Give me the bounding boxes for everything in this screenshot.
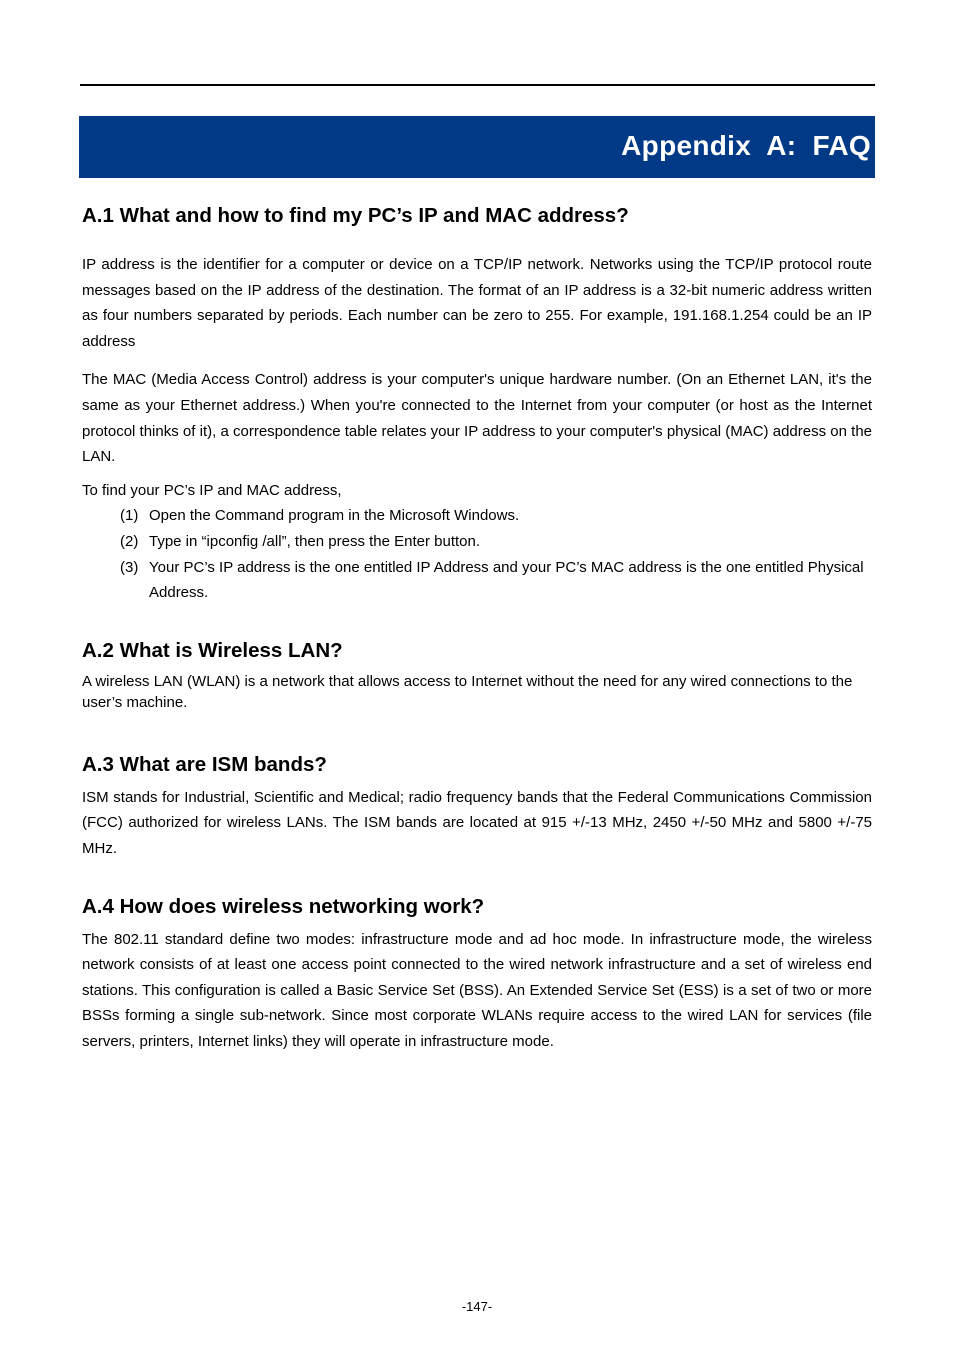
steps-list	[82, 503, 872, 605]
section-heading: A.2 What is Wireless LAN?	[82, 638, 343, 662]
section-a2	[82, 635, 872, 714]
paragraph: IP address is the identifier for a computer or device on a TCP/IP network. Networks using the TCP/IP protocol route messages based on the IP address of the destination. The format of an IP address is a 32-bit numeric address written as four numbers separated by periods. Each number can be zero to 255. For example, 191.168.1.254 could be an IP address	[82, 256, 872, 350]
section-heading: A.1 What and how to find my PC’s IP and MAC address?	[82, 204, 629, 227]
step-text: Type in “ipconfig /all”, then press the Enter button.	[149, 532, 481, 550]
section-heading: A.3 What are ISM bands?	[82, 752, 327, 776]
step-text: Open the Command program in the Microsoft Windows.	[149, 507, 520, 525]
paragraph: To find your PC’s IP and MAC address,	[82, 481, 342, 499]
list-item	[82, 503, 872, 529]
header-rule	[80, 84, 875, 86]
section-a3	[82, 749, 872, 862]
paragraph: The MAC (Media Access Control) address is your computer's unique hardware number. (On an Ethernet LAN, it's the same as your Ethernet address.) When you're connected to the Internet from your computer (or host as the Internet protocol thinks of it), a correspondence table relates your IP address to your computer's physical (MAC) address on the LAN.	[82, 371, 872, 466]
step-number: (2)	[120, 532, 139, 550]
step-number: (1)	[120, 507, 139, 525]
step-number: (3)	[120, 558, 139, 576]
paragraph: A wireless LAN (WLAN) is a network that allows access to Internet without the need for any wired connections to the user’s machine.	[82, 672, 853, 712]
appendix-title: Appendix A: FAQ	[621, 130, 871, 161]
section-a1	[82, 200, 872, 606]
page-number: -147-	[461, 1299, 493, 1314]
list-item	[82, 555, 872, 606]
list-item	[82, 529, 872, 555]
step-text: Your PC’s IP address is the one entitled IP Address and your PC’s MAC address is the one entitled Physical Address.	[149, 558, 864, 602]
section-a4	[82, 891, 872, 1055]
document-body	[82, 200, 872, 1054]
paragraph: The 802.11 standard define two modes: infrastructure mode and ad hoc mode. In infrastructure mode, the wireless network consists of at least one access point connected to the wired network infrastructure and a set of wireless end stations. This configuration is called a Basic Service Set (BSS). An Extended Service Set (ESS) is a set of two or more BSSs forming a single sub-network. Since most corporate WLANs require access to the wired LAN for services (file servers, printers, Internet links) they will operate in infrastructure mode.	[82, 930, 872, 1050]
paragraph: ISM stands for Industrial, Scientific and Medical; radio frequency bands that the Federal Communications Commission (FCC) authorized for wireless LANs. The ISM bands are located at 915 +/-13 MHz, 2450 +/-50 MHz and 5800 +/-75 MHz.	[82, 788, 872, 857]
appendix-banner	[79, 116, 875, 178]
section-heading: A.4 How does wireless networking work?	[82, 894, 485, 918]
